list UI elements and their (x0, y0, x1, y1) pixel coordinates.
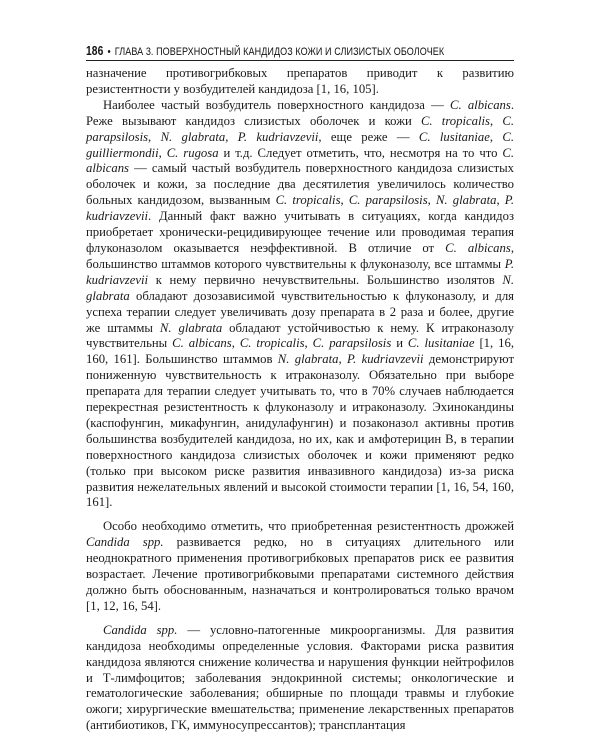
text-run: , (304, 336, 313, 351)
header-bullet: • (107, 46, 111, 58)
page-number: 186 (86, 44, 104, 58)
italic-term: C. parapsilosis (86, 113, 514, 144)
italic-term: Candida spp. (86, 535, 164, 550)
italic-term: C. parapsilosis (348, 193, 428, 208)
text-run: , (489, 129, 503, 144)
text-run: , (231, 336, 240, 351)
italic-term: N. glabrata (160, 129, 226, 144)
text-run: , еще реже — (318, 129, 419, 144)
text-run: , (340, 193, 349, 208)
paragraph (86, 519, 514, 614)
text-run: демонстрируют пониженную чувствительность к итраконазолу. Обязательно при выборе препарата для терапии следует учитывать то, что в 70% случаев наблюдается перекрестная резистентность к флуконазолу и итраконазолу. Эхинокандины (каспофунгин, микафунгин, анидулафунгин) и позаконазол активны против большинства возбудителей кандидоза, но их, как и амфотерицин В, в терапии поверхностного кандидоза слизистых оболочек и кожи применяют редко (только при высоком риске развития инвазивного кандидоза) из-за риска развития нежелательных явлений и высокой стоимости терапии [1, 16, 54, 160, 161]. (86, 352, 514, 510)
italic-term: N. glabrata (159, 320, 223, 335)
italic-term: C. albicans (449, 97, 511, 112)
text-run: развивается редко, но в ситуациях длительного или неоднократного применения противогрибковых препаратов риск ее развития возрастает. Лечение противогрибковыми препаратами системного действия должно быть обоснованным, назначаться и контролироваться только врачом [1, 12, 16, 54]. (86, 535, 514, 613)
running-header (86, 44, 445, 58)
text-run: — условно-патогенные микроорганизмы. Для развития кандидоза необходимы определенные условия. Факторами риска развития кандидоза являются снижение количества и нарушения функции нейтрофилов и Т-лимфоцитов; заболевания эндокринной системы; онкологические и гематологические заболевания; обширные по площади травмы и глубокие ожоги; хирургические вмешательства; применение лекарственных препаратов (антибиотиков, ГК, иммуносупрессантов); трансплантация (86, 622, 514, 733)
text-run: , большинство штаммов которого чувствительны к флуконазолу, все штаммы (86, 240, 514, 271)
paragraph (86, 66, 514, 98)
italic-term: C. albicans (172, 336, 232, 351)
text-run: , (148, 129, 161, 144)
italic-term: C. tropicalis (420, 113, 490, 128)
text-run: — самый частый возбудитель поверхностного кандидоза слизистых оболочек и кожи, за последние два десятилетия увеличилось количество больных кандидозом, вызванным (86, 161, 514, 208)
italic-term: C. parapsilosis (312, 336, 392, 351)
italic-term: C. tropicalis (239, 336, 305, 351)
chapter-title: ГЛАВА 3. ПОВЕРХНОСТНЫЙ КАНДИДОЗ КОЖИ И СЛИЗИСТЫХ ОБОЛОЧЕК (114, 46, 445, 58)
text-run: и (391, 336, 408, 351)
text-run: назначение противогрибковых препаратов приводит к развитию резистентности у возбудителей кандидоза [1, 16, 105]. (86, 66, 514, 96)
italic-term: N. glabrata (86, 272, 514, 303)
italic-term: C. guilliermondii (86, 129, 515, 160)
body-text (86, 66, 514, 734)
italic-term: C. lusitaniae (407, 336, 475, 351)
paragraph (86, 623, 514, 734)
italic-term: N. glabrata (277, 352, 339, 367)
text-run: и т.д. Следует отметить, что, несмотря на то что (218, 145, 503, 160)
text-run: обладают дозозависимой чувствительностью к флуконазолу, и для успеха терапии следует увеличивать дозу препарата в 2 раза и более, другие же штаммы (86, 288, 514, 335)
text-run: . Данный факт важно учитывать в ситуациях, когда кандидоз приобретает хронически-рецидивирующее течение или проводимая терапия флуконазолом оказывается неэффективной. В отличие от (86, 209, 514, 255)
text-run: , (427, 193, 436, 208)
text-run: Наиболее частый возбудитель поверхностного кандидоза — (103, 97, 450, 112)
text-run: , (338, 352, 347, 367)
header-rule (86, 60, 514, 61)
italic-term: C. albicans (445, 240, 511, 255)
text-run: обладают устойчивостью к нему. К итраконазолу чувствительны (86, 320, 514, 351)
italic-term: C. lusitaniae (418, 129, 490, 144)
italic-term: C. rugosa (166, 145, 219, 160)
italic-term: P. kudriavzevii (86, 193, 515, 224)
text-run: , (496, 193, 505, 208)
text-run: [1, 16, 160, 161]. Большинство штаммов (86, 336, 514, 367)
text-run: , (158, 145, 167, 160)
paragraph (86, 98, 514, 512)
text-run: . Реже вызывают кандидоз слизистых оболочек и кожи (86, 97, 514, 128)
text-run: , (225, 129, 238, 144)
text-run: Особо необходимо отметить, что приобретенная резистентность дрожжей (103, 519, 514, 534)
italic-term: P. kudriavzevii (237, 129, 319, 144)
italic-term: P. kudriavzevii (346, 352, 424, 367)
text-run: , (489, 113, 503, 128)
text-run: к нему первично нечувствительны. Большинство изолятов (148, 272, 503, 287)
italic-term: C. tropicalis (275, 193, 341, 208)
italic-term: N. glabrata (435, 193, 497, 208)
italic-term: P. kudriavzevii (86, 256, 514, 287)
italic-term: Candida spp. (103, 622, 178, 637)
italic-term: C. albicans (86, 145, 514, 176)
